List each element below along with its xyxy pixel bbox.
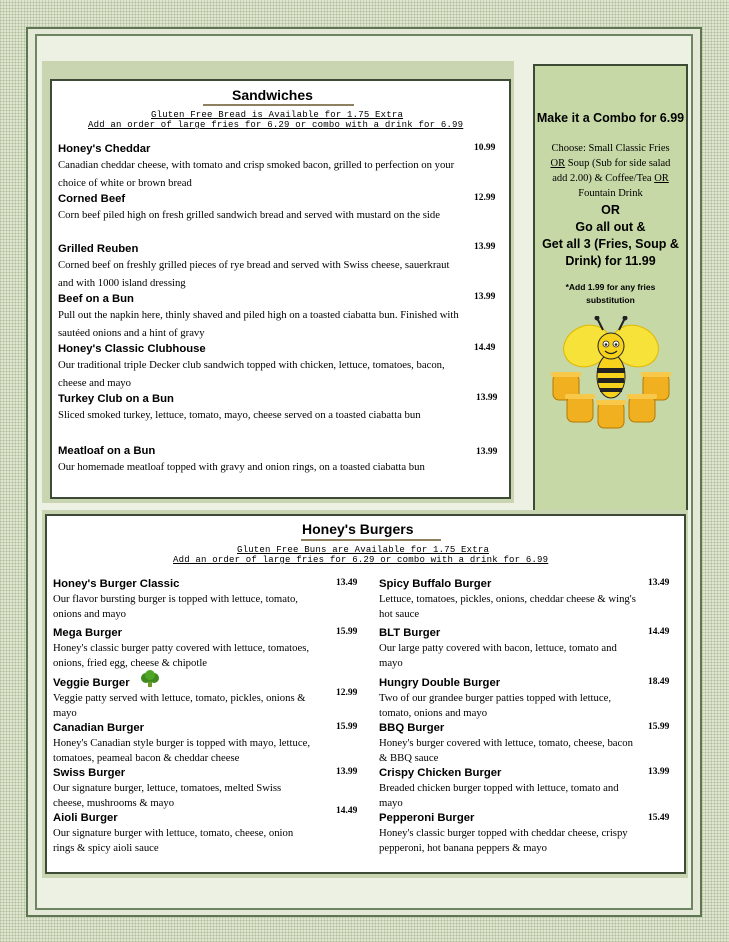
item-name: BLT Burger	[379, 627, 441, 639]
burger-item	[379, 721, 641, 766]
item-description: Honey's burger covered with lettuce, tomato, cheese, bacon & BBQ sauce	[379, 737, 633, 764]
item-description: Sliced smoked turkey, lettuce, tomato, mayo, cheese served on a toasted ciabatta bun	[58, 409, 421, 421]
bee-honey-pots-icon	[551, 316, 671, 432]
item-description: Lettuce, tomatoes, pickles, onions, cheddar cheese & wing's hot sauce	[379, 593, 636, 620]
item-description: Corned beef on freshly grilled pieces of rye bread and served with Swiss cheese, sauerkraut and with 1000 island dressing	[58, 259, 450, 289]
burger-item	[53, 577, 315, 622]
burger-item	[53, 676, 315, 721]
sandwiches-section	[50, 79, 511, 499]
sandwiches-title: Sandwiches	[232, 87, 313, 103]
burger-item	[53, 766, 315, 811]
item-name: Turkey Club on a Bun	[58, 393, 174, 405]
item-name: Beef on a Bun	[58, 293, 134, 305]
item-description: Pull out the napkin here, thinly shaved and piled high on a toasted ciabatta bun. Finished with sautéed onions and a hint of gravy	[58, 309, 459, 339]
item-name: Veggie Burger	[53, 677, 130, 689]
broccoli-icon	[140, 670, 160, 688]
item-price: 12.99	[336, 688, 358, 698]
item-name: Canadian Burger	[53, 722, 145, 734]
item-name: Swiss Burger	[53, 767, 126, 779]
combo-go-all-out: Go all out &	[575, 220, 646, 234]
burger-item	[379, 577, 641, 622]
item-price: 15.99	[648, 722, 670, 732]
item-description: Our traditional triple Decker club sandwich topped with chicken, lettuce, tomatoes, bacon, cheese and mayo	[58, 359, 445, 389]
burgers-section	[45, 514, 686, 874]
item-description: Honey's Canadian style burger is topped with mayo, lettuce, tomatoes, peameal bacon & cheddar cheese	[53, 737, 310, 764]
item-name: Aioli Burger	[53, 812, 118, 824]
item-description: Breaded chicken burger topped with lettuce, tomato and mayo	[379, 782, 619, 809]
sandwich-item	[58, 242, 463, 292]
item-name: Corned Beef	[58, 193, 126, 205]
burgers-title: Honey's Burgers	[302, 521, 414, 537]
combo-choices	[543, 141, 678, 201]
sandwich-item	[58, 342, 463, 392]
item-name: Mega Burger	[53, 627, 123, 639]
item-price: 14.49	[336, 806, 358, 816]
item-description: Canadian cheddar cheese, with tomato and crisp smoked bacon, grilled to perfection on your choice of white or brown bread	[58, 159, 455, 189]
item-price: 13.99	[648, 767, 670, 777]
combo-or-text: OR	[654, 173, 669, 184]
combo-get-all-three: Get all 3 (Fries, Soup & Drink) for 11.99	[542, 237, 679, 268]
sandwich-item	[58, 142, 463, 192]
burger-item	[379, 766, 641, 811]
item-description: Two of our grandee burger patties topped with lettuce, tomato, onions and mayo	[379, 692, 612, 719]
sandwiches-gluten-note: Gluten Free Bread is Available for 1.75 Extra	[151, 110, 404, 120]
item-description: Our signature burger, lettuce, tomatoes, melted Swiss cheese, mushrooms & mayo	[53, 782, 282, 809]
burgers-fries-note: Add an order of large fries for 6.29 or combo with a drink for 6.99	[173, 555, 549, 565]
item-name: BBQ Burger	[379, 722, 445, 734]
item-description: Corn beef piled high on fresh grilled sandwich bread and served with mustard on the side	[58, 209, 440, 221]
burger-item	[379, 676, 641, 721]
item-name: Honey's Burger Classic	[53, 578, 180, 590]
item-name: Grilled Reuben	[58, 243, 139, 255]
item-name: Honey's Cheddar	[58, 143, 151, 155]
item-price: 18.49	[648, 677, 670, 687]
item-name: Meatloaf on a Bun	[58, 445, 156, 457]
item-price: 13.99	[474, 242, 496, 252]
item-price: 13.99	[336, 767, 358, 777]
item-price: 13.99	[476, 393, 498, 403]
item-price: 13.49	[648, 578, 670, 588]
combo-title: Make it a Combo for 6.99	[536, 111, 685, 125]
item-name: Crispy Chicken Burger	[379, 767, 502, 779]
item-description: Our large patty covered with bacon, lettuce, tomato and mayo	[379, 642, 617, 669]
burger-item	[53, 811, 315, 856]
item-description: Our signature burger with lettuce, tomato, cheese, onion rings & spicy aioli sauce	[53, 827, 294, 854]
item-description: Our homemade meatloaf topped with gravy and onion rings, on a toasted ciabatta bun	[58, 461, 425, 473]
item-price: 14.49	[474, 343, 496, 353]
item-name: Honey's Classic Clubhouse	[58, 343, 206, 355]
item-price: 15.99	[336, 722, 358, 732]
combo-soup-text: Soup (Sub for side salad add 2.00) & Coffee/Tea	[552, 158, 671, 184]
sandwich-item	[58, 292, 463, 342]
sandwiches-fries-note: Add an order of large fries for 6.29 or combo with a drink for 6.99	[88, 120, 464, 130]
item-price: 13.49	[336, 578, 358, 588]
sandwiches-title-underline	[203, 104, 354, 106]
item-name: Pepperoni Burger	[379, 812, 475, 824]
sandwich-item	[58, 444, 463, 477]
burgers-gluten-note: Gluten Free Buns are Available for 1.75 Extra	[237, 545, 490, 555]
sandwich-item	[58, 192, 463, 225]
item-description: Honey's classic burger topped with cheddar cheese, crispy pepperoni, hot banana peppers & mayo	[379, 827, 628, 854]
item-price: 13.99	[474, 292, 496, 302]
item-name: Hungry Double Burger	[379, 677, 501, 689]
sandwich-item	[58, 392, 463, 425]
combo-panel	[533, 64, 688, 514]
item-name: Spicy Buffalo Burger	[379, 578, 492, 590]
item-description: Veggie patty served with lettuce, tomato, pickles, onions & mayo	[53, 692, 306, 719]
item-price: 15.49	[648, 813, 670, 823]
combo-substitution-note: *Add 1.99 for any fries substitution	[565, 282, 656, 305]
burger-item	[379, 811, 641, 856]
item-price: 10.99	[474, 143, 496, 153]
combo-choose-text: Choose: Small Classic Fries	[551, 143, 670, 154]
burger-item	[53, 626, 315, 671]
burger-item	[53, 721, 315, 766]
combo-fountain-text: Fountain Drink	[578, 188, 643, 199]
burger-item	[379, 626, 641, 671]
item-price: 13.99	[476, 447, 498, 457]
item-description: Honey's classic burger patty covered with lettuce, tomatoes, onions, fried egg, cheese & chipotle	[53, 642, 310, 669]
combo-or-heading: OR	[601, 203, 620, 217]
item-price: 12.99	[474, 193, 496, 203]
item-price: 15.99	[336, 627, 358, 637]
burgers-title-underline	[301, 539, 441, 541]
item-description: Our flavor bursting burger is topped with lettuce, tomato, onions and mayo	[53, 593, 298, 620]
combo-or-text: OR	[550, 158, 566, 169]
item-price: 14.49	[648, 627, 670, 637]
